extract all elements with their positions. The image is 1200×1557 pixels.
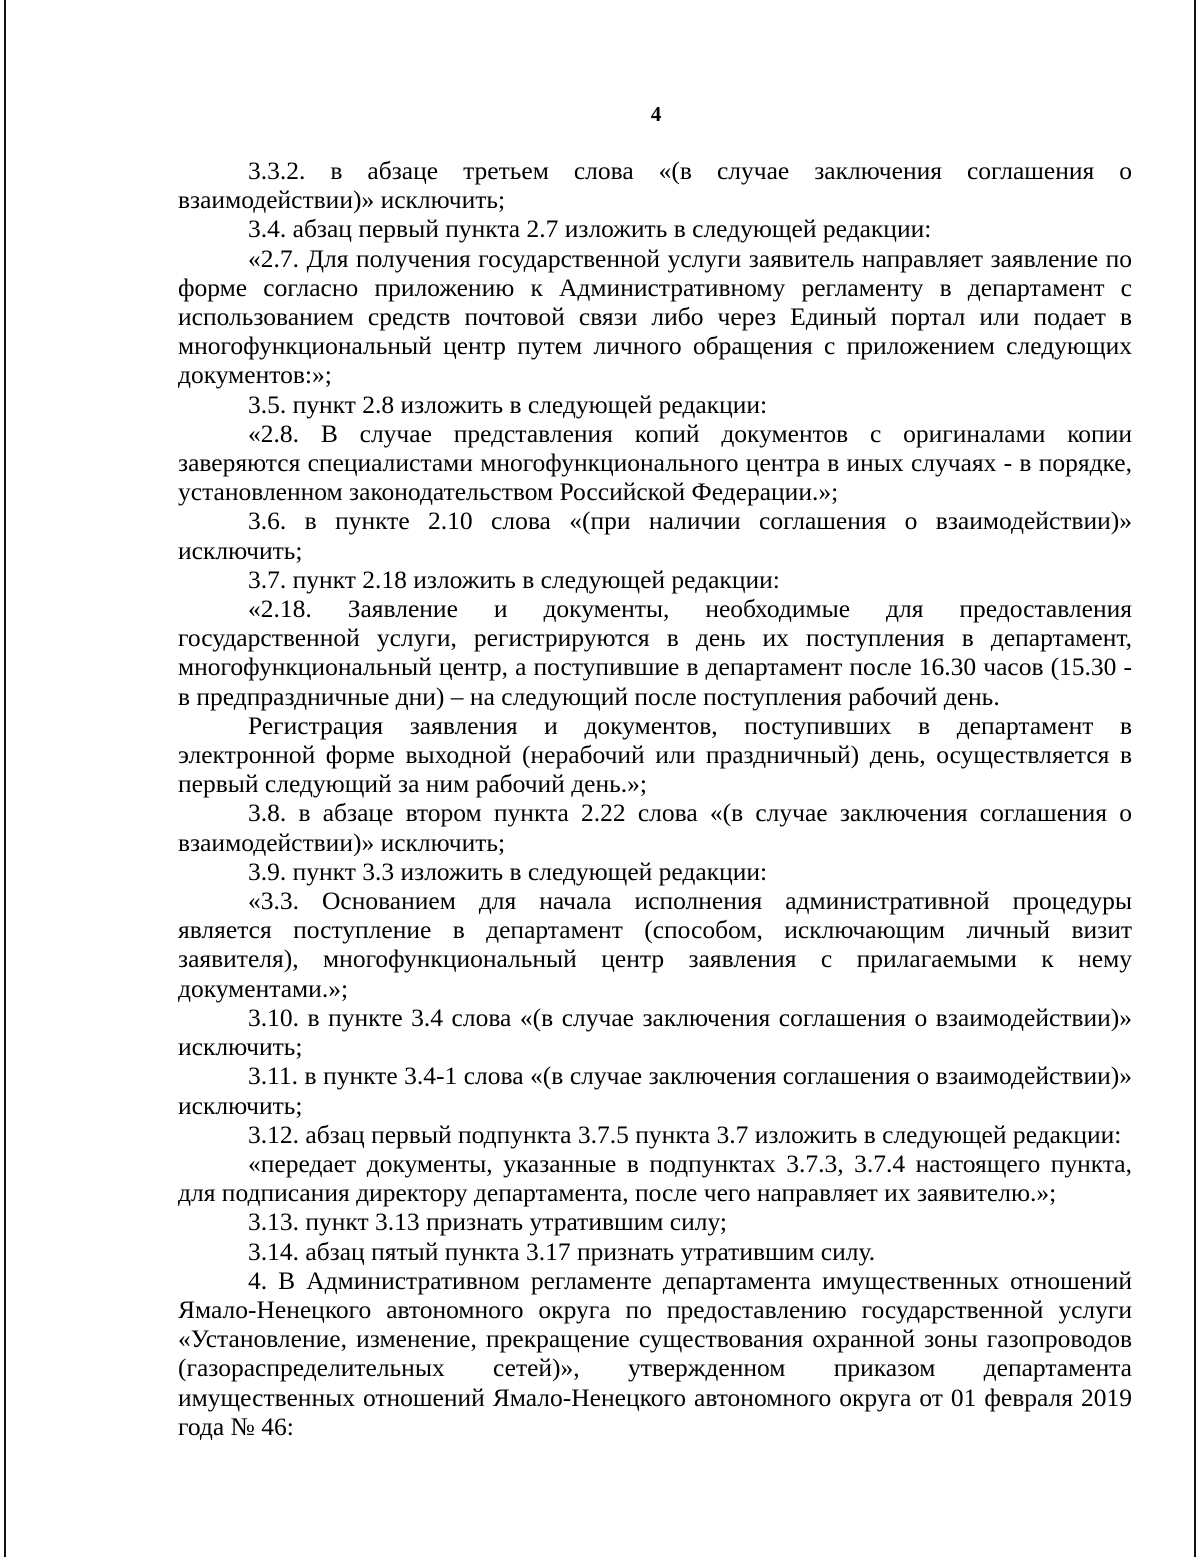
paragraph-3-10: 3.10. в пункте 3.4 слова «(в случае заключения соглашения о взаимодействии)» исключить; bbox=[178, 1002, 1132, 1062]
paragraph-2-7-text: «2.7. Для получения государственной услуги заявитель направляет заявление по форме согласно приложению к Административному регламенту в департамент с использованием средств почтовой связи либо через Единый портал или подает в многофункциональный центр путем личного обращения с приложением следующих документов:»; bbox=[178, 243, 1132, 390]
scan-right-edge bbox=[1194, 0, 1196, 1557]
paragraph-3-3-text: «3.3. Основанием для начала исполнения административной процедуры является поступление в департамент (способом, исключающим личный визит заявителя), многофункциональный центр заявления с прилагаемыми к нему документами.»; bbox=[178, 886, 1132, 1003]
paragraph-3-5: 3.5. пункт 2.8 изложить в следующей редакции: bbox=[248, 389, 768, 419]
page-number: 4 bbox=[650, 102, 662, 126]
paragraph-3-12: 3.12. абзац первый подпункта 3.7.5 пункта 3.7 изложить в следующей редакции: bbox=[248, 1119, 1122, 1149]
scan-left-edge bbox=[4, 0, 6, 1557]
paragraph-3-11: 3.11. в пункте 3.4-1 слова «(в случае заключения соглашения о взаимодействии)» исключить; bbox=[178, 1061, 1132, 1120]
paragraph-3-8: 3.8. в абзаце втором пункта 2.22 слова «(в случае заключения соглашения о взаимодействии)» исключить; bbox=[178, 798, 1132, 857]
paragraph-2-18-text: «2.18. Заявление и документы, необходимые для предоставления государственной услуги, регистрируются в день их поступления в департамент, многофункциональный центр, а поступившие в департамент после 16.30 часов (15.30 - в предпраздничные дни) – на следующий после поступления рабочий день. bbox=[178, 594, 1132, 711]
document-body bbox=[178, 156, 1132, 1441]
paragraph-3-7-5-text: «передает документы, указанные в подпунктах 3.7.3, 3.7.4 настоящего пункта, для подписания директору департамента, после чего направляет их заявителю.»; bbox=[178, 1148, 1132, 1208]
paragraph-3-6: 3.6. в пункте 2.10 слова «(при наличии соглашения о взаимодействии)» исключить; bbox=[178, 506, 1132, 565]
paragraph-3-14: 3.14. абзац пятый пункта 3.17 признать утратившим силу. bbox=[248, 1236, 876, 1266]
paragraph-4: 4. В Административном регламенте департамента имущественных отношений Ямало-Ненецкого автономного округа по предоставлению государственной услуги «Установление, изменение, прекращение существования охранной зоны газопроводов (газораспределительных сетей)», утвержденном приказом департамента имущественных отношений Ямало-Ненецкого автономного округа от 01 февраля 2019 года № 46: bbox=[178, 1265, 1132, 1441]
paragraph-3-3-2: 3.3.2. в абзаце третьем слова «(в случае заключения соглашения о взаимодействии)» исключить; bbox=[178, 156, 1132, 215]
paragraph-3-4: 3.4. абзац первый пункта 2.7 изложить в следующей редакции: bbox=[248, 214, 932, 244]
paragraph-registration: Регистрация заявления и документов, поступивших в департамент в электронной форме выходной (нерабочий или праздничный) день, осуществляется в первый следующий за ним рабочий день.»; bbox=[178, 710, 1132, 799]
paragraph-3-9: 3.9. пункт 3.3 изложить в следующей редакции: bbox=[248, 856, 768, 886]
paragraph-2-8-text: «2.8. В случае представления копий документов с оригиналами копии заверяются специалистами многофункционального центра в иных случаях - в порядке, установленном законодательством Российской Федерации.»; bbox=[178, 418, 1132, 507]
paragraph-3-7: 3.7. пункт 2.18 изложить в следующей редакции: bbox=[248, 564, 780, 594]
paragraph-3-13: 3.13. пункт 3.13 признать утратившим силу; bbox=[248, 1207, 727, 1237]
